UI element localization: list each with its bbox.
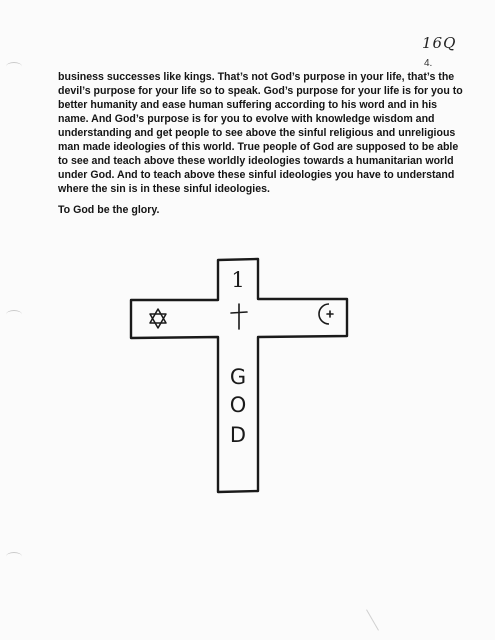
body-line: business successes like kings. That’s not God’s purpose in your life, that’s the bbox=[58, 71, 455, 83]
body-line: name. And God’s purpose is for you to evolve with knowledge wisdom and bbox=[58, 113, 435, 125]
cross-letter-g: G bbox=[229, 365, 247, 389]
body-line: under God. And to teach above these sinful ideologies you have to understand bbox=[58, 169, 455, 181]
cross-top-number: 1 bbox=[231, 268, 245, 292]
cross-letter-o: O bbox=[229, 393, 247, 417]
body-line: better humanity and ease human suffering according to his word and in his bbox=[58, 99, 438, 111]
body-line: man made ideologies of this world. True people of God are supposed to be able bbox=[58, 141, 459, 153]
body-line: where the sin is in these sinful ideologies. bbox=[58, 183, 270, 195]
star-of-david-icon bbox=[150, 309, 166, 328]
body-line: to see and teach above these worldly ideologies towards a humanitarian world bbox=[58, 155, 454, 167]
handwritten-page-note: 16Q bbox=[422, 34, 457, 52]
body-line: understanding and get people to see above the sinful religious and unreligious bbox=[58, 127, 456, 139]
body-line: devil’s purpose for your life so to speak. God’s purpose for your life is for you to bbox=[58, 85, 463, 97]
page-number: 4. bbox=[424, 58, 433, 69]
closing-line: To God be the glory. bbox=[58, 204, 160, 216]
cross-letter-d: D bbox=[229, 423, 247, 447]
christian-cross-icon bbox=[231, 304, 247, 329]
crescent-and-star-icon bbox=[319, 304, 333, 324]
